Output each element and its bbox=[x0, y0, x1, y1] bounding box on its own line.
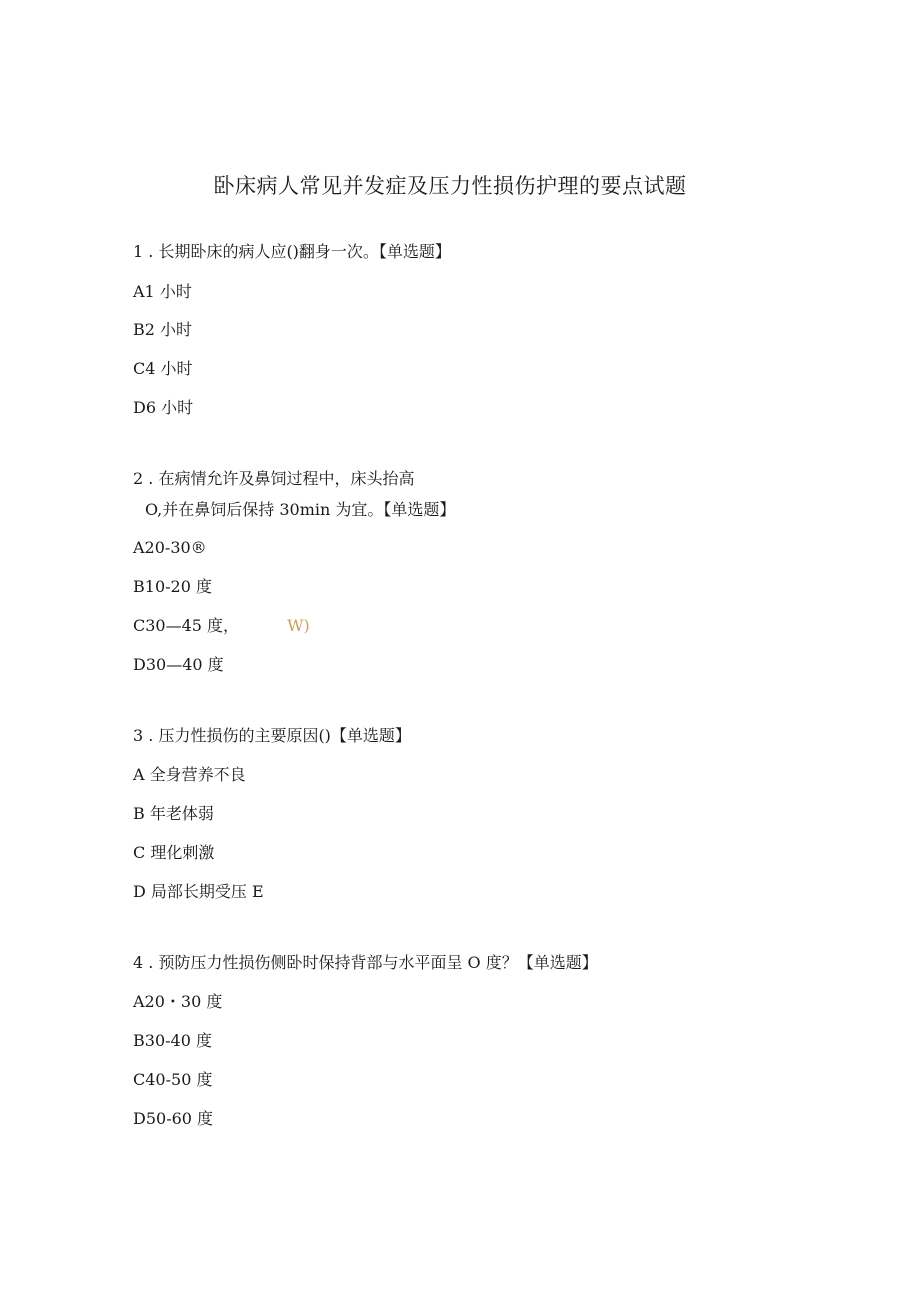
question-3-option-b: B 年老体弱 bbox=[133, 804, 214, 823]
question-4-option-a: A20・30 度 bbox=[133, 992, 223, 1011]
question-1-option-d: D6 小时 bbox=[133, 398, 194, 417]
question-1-option-c: C4 小时 bbox=[133, 359, 193, 378]
question-4-option-b: B30-40 度 bbox=[133, 1031, 212, 1050]
question-2-option-c: C30—45 度， bbox=[133, 616, 240, 635]
question-3-option-c: C 理化刺激 bbox=[133, 843, 215, 862]
question-2-option-d: D30—40 度 bbox=[133, 655, 224, 674]
answer-note: W) bbox=[287, 616, 310, 635]
question-2-stem-continuation: O,并在鼻饲后保持 30min 为宜。【单选题】 bbox=[145, 500, 456, 519]
question-1-option-a: A1 小时 bbox=[133, 282, 192, 301]
question-4-stem: 4 . 预防压力性损伤侧卧时保持背部与水平面呈 O 度？【单选题】 bbox=[133, 953, 598, 972]
question-1-stem: 1 . 长期卧床的病人应()翻身一次。【单选题】 bbox=[133, 242, 451, 261]
question-2-option-a: A20-30® bbox=[133, 538, 207, 557]
question-2-stem: 2 . 在病情允许及鼻饲过程中，床头抬高 bbox=[133, 469, 415, 488]
question-1-option-b: B2 小时 bbox=[133, 320, 193, 339]
question-3-stem: 3 . 压力性损伤的主要原因()【单选题】 bbox=[133, 726, 411, 745]
question-4-option-d: D50-60 度 bbox=[133, 1109, 214, 1128]
question-4-option-c: C40-50 度 bbox=[133, 1070, 213, 1089]
document-title: 卧床病人常见并发症及压力性损伤护理的要点试题 bbox=[213, 174, 687, 198]
question-2-option-b: B10-20 度 bbox=[133, 577, 212, 596]
question-3-option-a: A 全身营养不良 bbox=[133, 765, 246, 784]
question-2-option-c-row bbox=[133, 616, 310, 636]
question-3-option-d: D 局部长期受压 E bbox=[133, 882, 264, 901]
